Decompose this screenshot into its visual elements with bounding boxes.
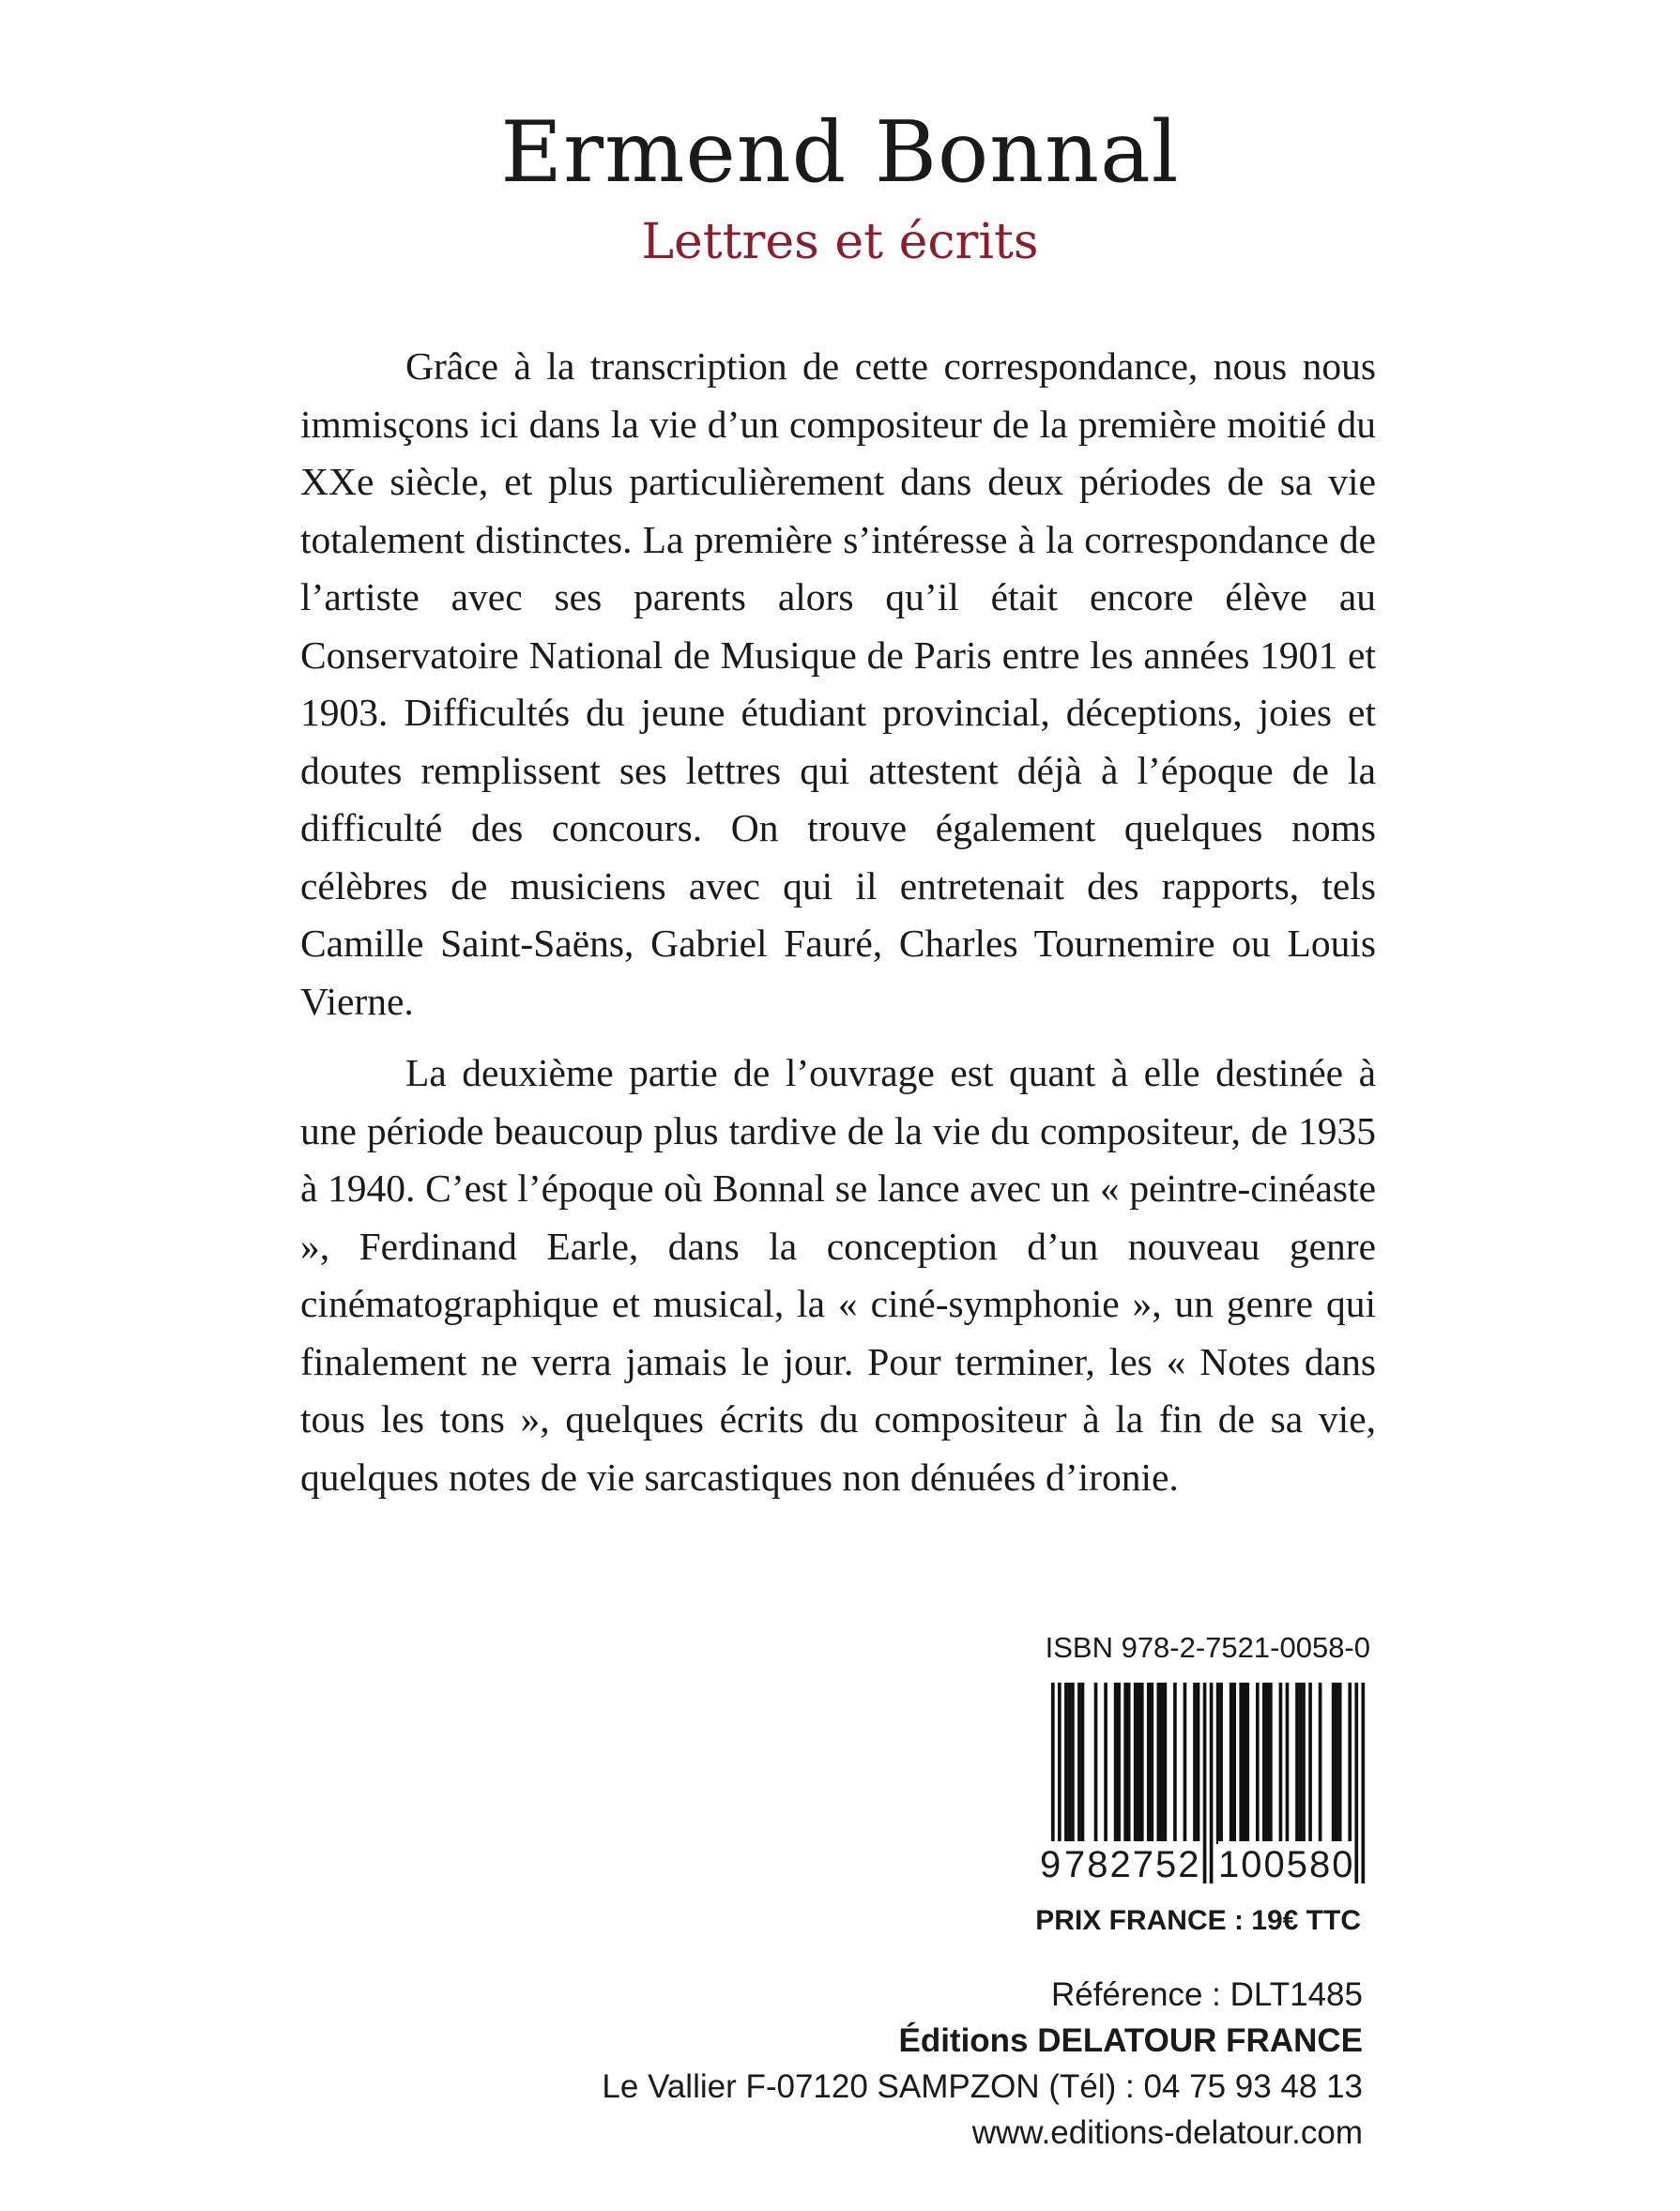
barcode-bar <box>1140 1683 1144 1844</box>
barcode-bar <box>1114 1683 1118 1844</box>
blurb-paragraph-2: La deuxième partie de l’ouvrage est quant à elle destinée à une période beaucoup plus tardive de la vie du compositeur, de 1935 à 1940. C’est l’époque où Bonnal se lance avec un « peintre-cinéaste », Ferdinand Earle, dans la conception d’un nouveau genre cinématographique et musical, la « ciné-symphonie », un genre qui finalement ne verra jamais le jour. Pour terminer, les « Notes dans tous les tons », quelques écrits du compositeur à la fin de sa vie, quelques notes de vie sarcastiques non dénuées d’ironie. <box>300 1051 1376 1499</box>
barcode-bar <box>1193 1683 1197 1844</box>
barcode-bar <box>1286 1683 1290 1844</box>
barcode-bar <box>1064 1683 1068 1844</box>
barcode-bar <box>1123 1683 1127 1844</box>
barcode-bar <box>1279 1683 1283 1844</box>
barcode-bar <box>1094 1683 1098 1844</box>
publisher-name: Éditions DELATOUR FRANCE <box>898 2022 1363 2059</box>
barcode-bar <box>1164 1683 1168 1844</box>
barcode-digits-right: 100580 <box>1218 1841 1354 1888</box>
book-title: Ermend Bonnal <box>500 103 1180 202</box>
barcode-digit-first: 9 <box>1040 1841 1062 1888</box>
publisher-website: www.editions-delatour.com <box>971 2114 1363 2151</box>
barcode-bar <box>1077 1683 1081 1844</box>
barcode-bar <box>1239 1683 1243 1844</box>
barcode-bar <box>1266 1683 1270 1844</box>
isbn-label: ISBN 978-2-7521-0058-0 <box>1045 1631 1370 1664</box>
barcode-bar <box>1335 1683 1338 1844</box>
barcode-bar <box>1127 1683 1131 1844</box>
barcode-bar <box>1081 1683 1085 1844</box>
barcode-bar <box>1117 1683 1121 1844</box>
barcode-bar <box>1338 1683 1342 1844</box>
publisher-reference: Référence : DLT1485 <box>1050 1976 1363 2013</box>
barcode-bar <box>1245 1683 1249 1844</box>
barcode-bar <box>1173 1683 1177 1844</box>
barcode-bar <box>1147 1683 1151 1844</box>
barcode-bar <box>1295 1683 1299 1844</box>
barcode-bar <box>1197 1683 1200 1844</box>
barcode-bar <box>1319 1683 1322 1844</box>
barcode-bar <box>1157 1683 1161 1844</box>
barcode-bar <box>1184 1683 1187 1844</box>
barcode-digits-left: 782752 <box>1064 1841 1200 1888</box>
barcode-bar <box>1104 1683 1107 1844</box>
barcode-bar <box>1134 1683 1138 1844</box>
blurb-text <box>300 338 1376 1506</box>
price-label: PRIX FRANCE : 19€ TTC <box>1035 1905 1361 1936</box>
barcode-bar <box>1068 1683 1072 1844</box>
barcode-bar <box>1269 1683 1273 1844</box>
barcode-bar <box>1137 1683 1140 1844</box>
publisher-address: Le Vallier F-07120 SAMPZON (Tél) : 04 75 93 48 13 <box>602 2068 1363 2105</box>
barcode-bar <box>1216 1683 1220 1844</box>
barcode-bar <box>1299 1683 1303 1844</box>
barcode-bar <box>1150 1683 1153 1844</box>
barcode-bar <box>1229 1683 1233 1844</box>
barcode-bar <box>1243 1683 1246 1844</box>
barcode-bar <box>1160 1683 1164 1844</box>
barcode-bar <box>1302 1683 1306 1844</box>
barcode-bar <box>1071 1683 1075 1844</box>
barcode-bar <box>1348 1683 1352 1844</box>
barcode-bar <box>1262 1683 1266 1844</box>
barcode-bar <box>1219 1683 1223 1844</box>
book-subtitle: Lettres et écrits <box>641 214 1039 270</box>
barcode-bar <box>1256 1683 1260 1844</box>
blurb-paragraph-1: Grâce à la transcription de cette correspondance, nous nous immisçons ici dans la vie d’un compositeur de la première moitié du XXe siècle, et plus particulièrement dans deux périodes de sa vie totalement distinctes. La première s’intéresse à la correspondance de l’artiste avec ses parents alors qu’il était encore élève au Conservatoire National de Musique de Paris entre les années 1901 et 1903. Difficultés du jeune étudiant provincial, déceptions, joies et doutes remplissent ses lettres qui attestent déjà à l’époque de la difficulté des concours. On trouve également quelques noms célèbres de musiciens avec qui il entretenait des rapports, tels Camille Saint-Saëns, Gabriel Fauré, Charles Tournemire ou Louis Vierne. <box>300 344 1376 1023</box>
barcode-bar <box>1308 1683 1312 1844</box>
barcode-bar <box>1332 1683 1336 1844</box>
barcode-digits <box>1040 1841 1378 1888</box>
barcode-bar <box>1232 1683 1236 1844</box>
